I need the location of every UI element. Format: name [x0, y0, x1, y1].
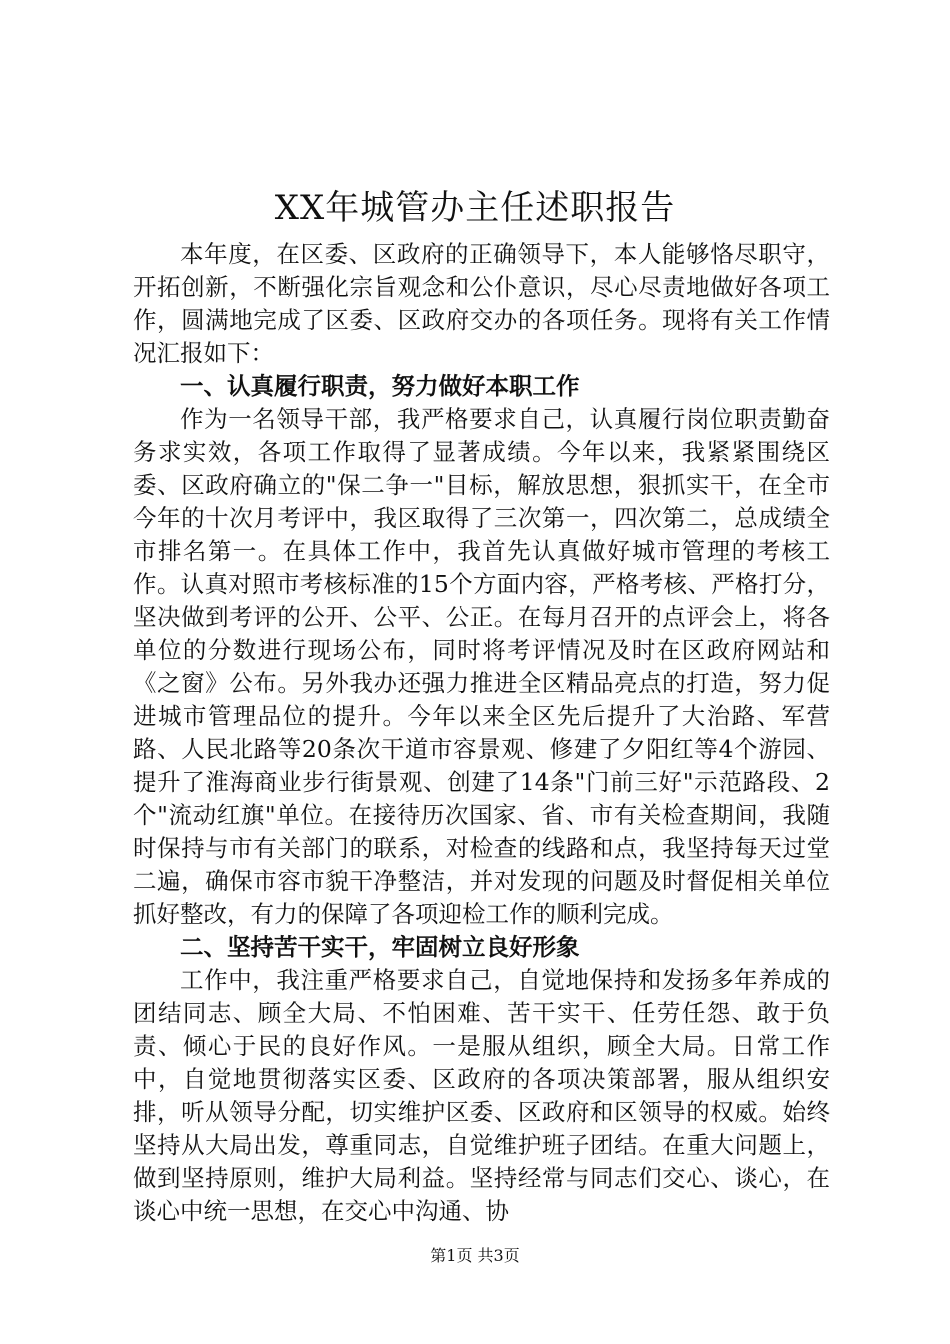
section-1-paragraph: 作为一名领导干部，我严格要求自己，认真履行岗位职责勤奋务求实效，各项工作取得了显著成绩。今年以来，我紧紧围绕区委、区政府确立的"保二争一"目标，解放思想，狠抓实干，在全市今年的十次月考评中，我区取得了三次第一，四次第二，总成绩全市排名第一。在具体工作中，我首先认真做好城市管理的考核工作。认真对照市考核标准的15个方面内容，严格考核、严格打分，坚决做到考评的公开、公平、公正。在每月召开的点评会上，将各单位的分数进行现场公布，同时将考评情况及时在区政府网站和《之窗》公布。另外我办还强力推进全区精品亮点的打造，努力促进城市管理品位的提升。今年以来全区先后提升了大治路、军营路、人民北路等20条次干道市容景观、修建了夕阳红等4个游园、提升了淮海商业步行街景观、创建了14条"门前三好"示范路段、2个"流动红旗"单位。在接待历次国家、省、市有关检查期间，我随时保持与市有关部门的联系，对检查的线路和点，我坚持每天过堂二遍，确保市容市貌干净整洁，并对发现的问题及时督促相关单位抓好整改，有力的保障了各项迎检工作的顺利完成。 — [133, 405, 830, 928]
section-heading-1: 一、认真履行职责，努力做好本职工作 — [180, 372, 580, 400]
document-title: XX年城管办主任述职报告 — [274, 188, 676, 228]
section-2-paragraph: 工作中，我注重严格要求自己，自觉地保持和发扬多年养成的团结同志、顾全大局、不怕困难、苦干实干、任劳任怨、敢于负责、倾心于民的良好作风。一是服从组织，顾全大局。日常工作中，自觉地贯彻落实区委、区政府的各项决策部署，服从组织安排，听从领导分配，切实维护区委、区政府和区领导的权威。始终坚持从大局出发，尊重同志，自觉维护班子团结。在重大问题上，做到坚持原则，维护大局利益。坚持经常与同志们交心、谈心，在谈心中统一思想，在交心中沟通、协 — [133, 966, 830, 1225]
section-heading-2: 二、坚持苦干实干，牢固树立良好形象 — [180, 933, 580, 961]
document-body — [133, 238, 830, 1228]
page-number-footer: 第1页 共3页 — [430, 1246, 520, 1265]
intro-paragraph: 本年度，在区委、区政府的正确领导下，本人能够恪尽职守，开拓创新，不断强化宗旨观念和公仆意识，尽心尽责地做好各项工作，圆满地完成了区委、区政府交办的各项任务。现将有关工作情况汇报如下： — [133, 240, 830, 367]
